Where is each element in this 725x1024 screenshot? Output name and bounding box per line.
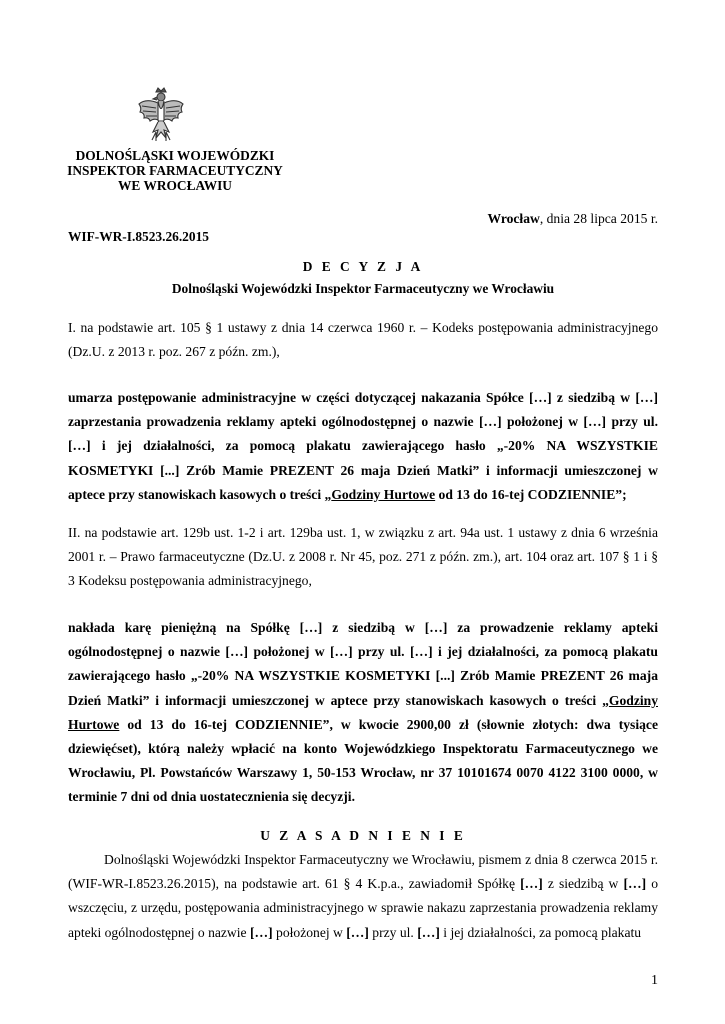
section-2-ruling: nakłada karę pieniężną na Spółkę […] z siedzibą w […] za prowadzenie reklamy apteki ogólnodostępnej o nazwie […] położonej w […] przy ul. […] i jej działalności, za pomocą plakatu zawierającego hasło „-20% NA WSZYSTKIE KOSMETYKI [...] Zrób Mamie PREZENT 26 maja Dzień Matki” i informacji umieszczonej w aptece przy stanowiskach kasowych o treści „Godziny Hurtowe od 13 do 16-tej CODZIENNIE”, w kwocie 2900,00 zł (słownie złotych: dwa tysiące dziewięćset), którą należy wpłacić na konto Wojewódzkiego Inspektoratu Farmaceutycznego we Wrocławiu, Pl. Powstańców Warszawy 1, 50-153 Wrocław, nr 37 10101674 0070 4122 3100 0000, w terminie 7 dni od dnia uostatecznienia się decyzji. — [68, 620, 658, 805]
date: , dnia 28 lipca 2015 r. — [539, 211, 658, 226]
case-signature: WIF-WR-I.8523.26.2015 — [68, 229, 209, 244]
polish-eagle-emblem — [136, 86, 186, 146]
section-2-legal-basis: II. na podstawie art. 129b ust. 1-2 i art. 129ba ust. 1, w związku z art. 94a ust. 1 ustawy z dnia 6 września 2001 r. – Prawo farmaceutyczne (Dz.U. z 2008 r. Nr 45, poz. 271 z późn. zm.), art. 104 oraz art. 107 § 1 i § 3 Kodeksu postępowania administracyjnego, — [68, 525, 658, 589]
underlined-text: Godziny Hurtowe — [68, 692, 658, 732]
institution-name — [60, 148, 290, 194]
decision-title: D E C Y Z J A — [302, 259, 424, 274]
institution-line-3: WE WROCŁAWIU — [118, 178, 232, 194]
underlined-text: Godziny Hurtowe — [331, 486, 436, 502]
page-number: 1 — [651, 973, 658, 988]
institution-line-1: DOLNOŚLĄSKI WOJEWÓDZKI — [75, 148, 275, 163]
section-1-legal-basis: I. na podstawie art. 105 § 1 ustawy z dnia 14 czerwca 1960 r. – Kodeks postępowania administracyjnego (Dz.U. z 2013 r. poz. 267 z późn. zm.), — [68, 320, 658, 360]
issuing-organ: Dolnośląski Wojewódzki Inspektor Farmaceutyczny we Wrocławiu — [171, 281, 555, 296]
institution-line-2: INSPEKTOR FARMACEUTYCZNY — [67, 163, 283, 179]
justification-body: Dolnośląski Wojewódzki Inspektor Farmaceutyczny we Wrocławiu, pismem z dnia 8 czerwca 2015 r. (WIF-WR-I.8523.26.2015), na podstawie art. 61 § 4 K.p.a., zawiadomił Spółkę […] z siedzibą w […] o wszczęciu, z urzędu, postępowania administracyjnego w sprawie nakazu zaprzestania prowadzenia reklamy apteki ogólnodostępnej o nazwie […] położonej w […] przy ul. […] i jej działalności, za pomocą plakatu — [68, 852, 659, 940]
justification-title: U Z A S A D N I E N I E — [260, 828, 466, 843]
place: Wrocław — [487, 211, 540, 226]
section-1-ruling: umarza postępowanie administracyjne w części dotyczącej nakazania Spółce […] z siedzibą w […] zaprzestania prowadzenia reklamy apteki ogólnodostępnej o nazwie […] położonej w […] przy ul. […] i jej działalności, za pomocą plakatu zawierającego hasło „-20% NA WSZYSTKIE KOSMETYKI [...] Zrób Mamie PREZENT 26 maja Dzień Matki” i informacji umieszczonej w aptece przy stanowiskach kasowych o treści „Godziny Hurtowe od 13 do 16-tej CODZIENNIE”; — [68, 390, 658, 502]
place-and-date — [487, 211, 658, 227]
